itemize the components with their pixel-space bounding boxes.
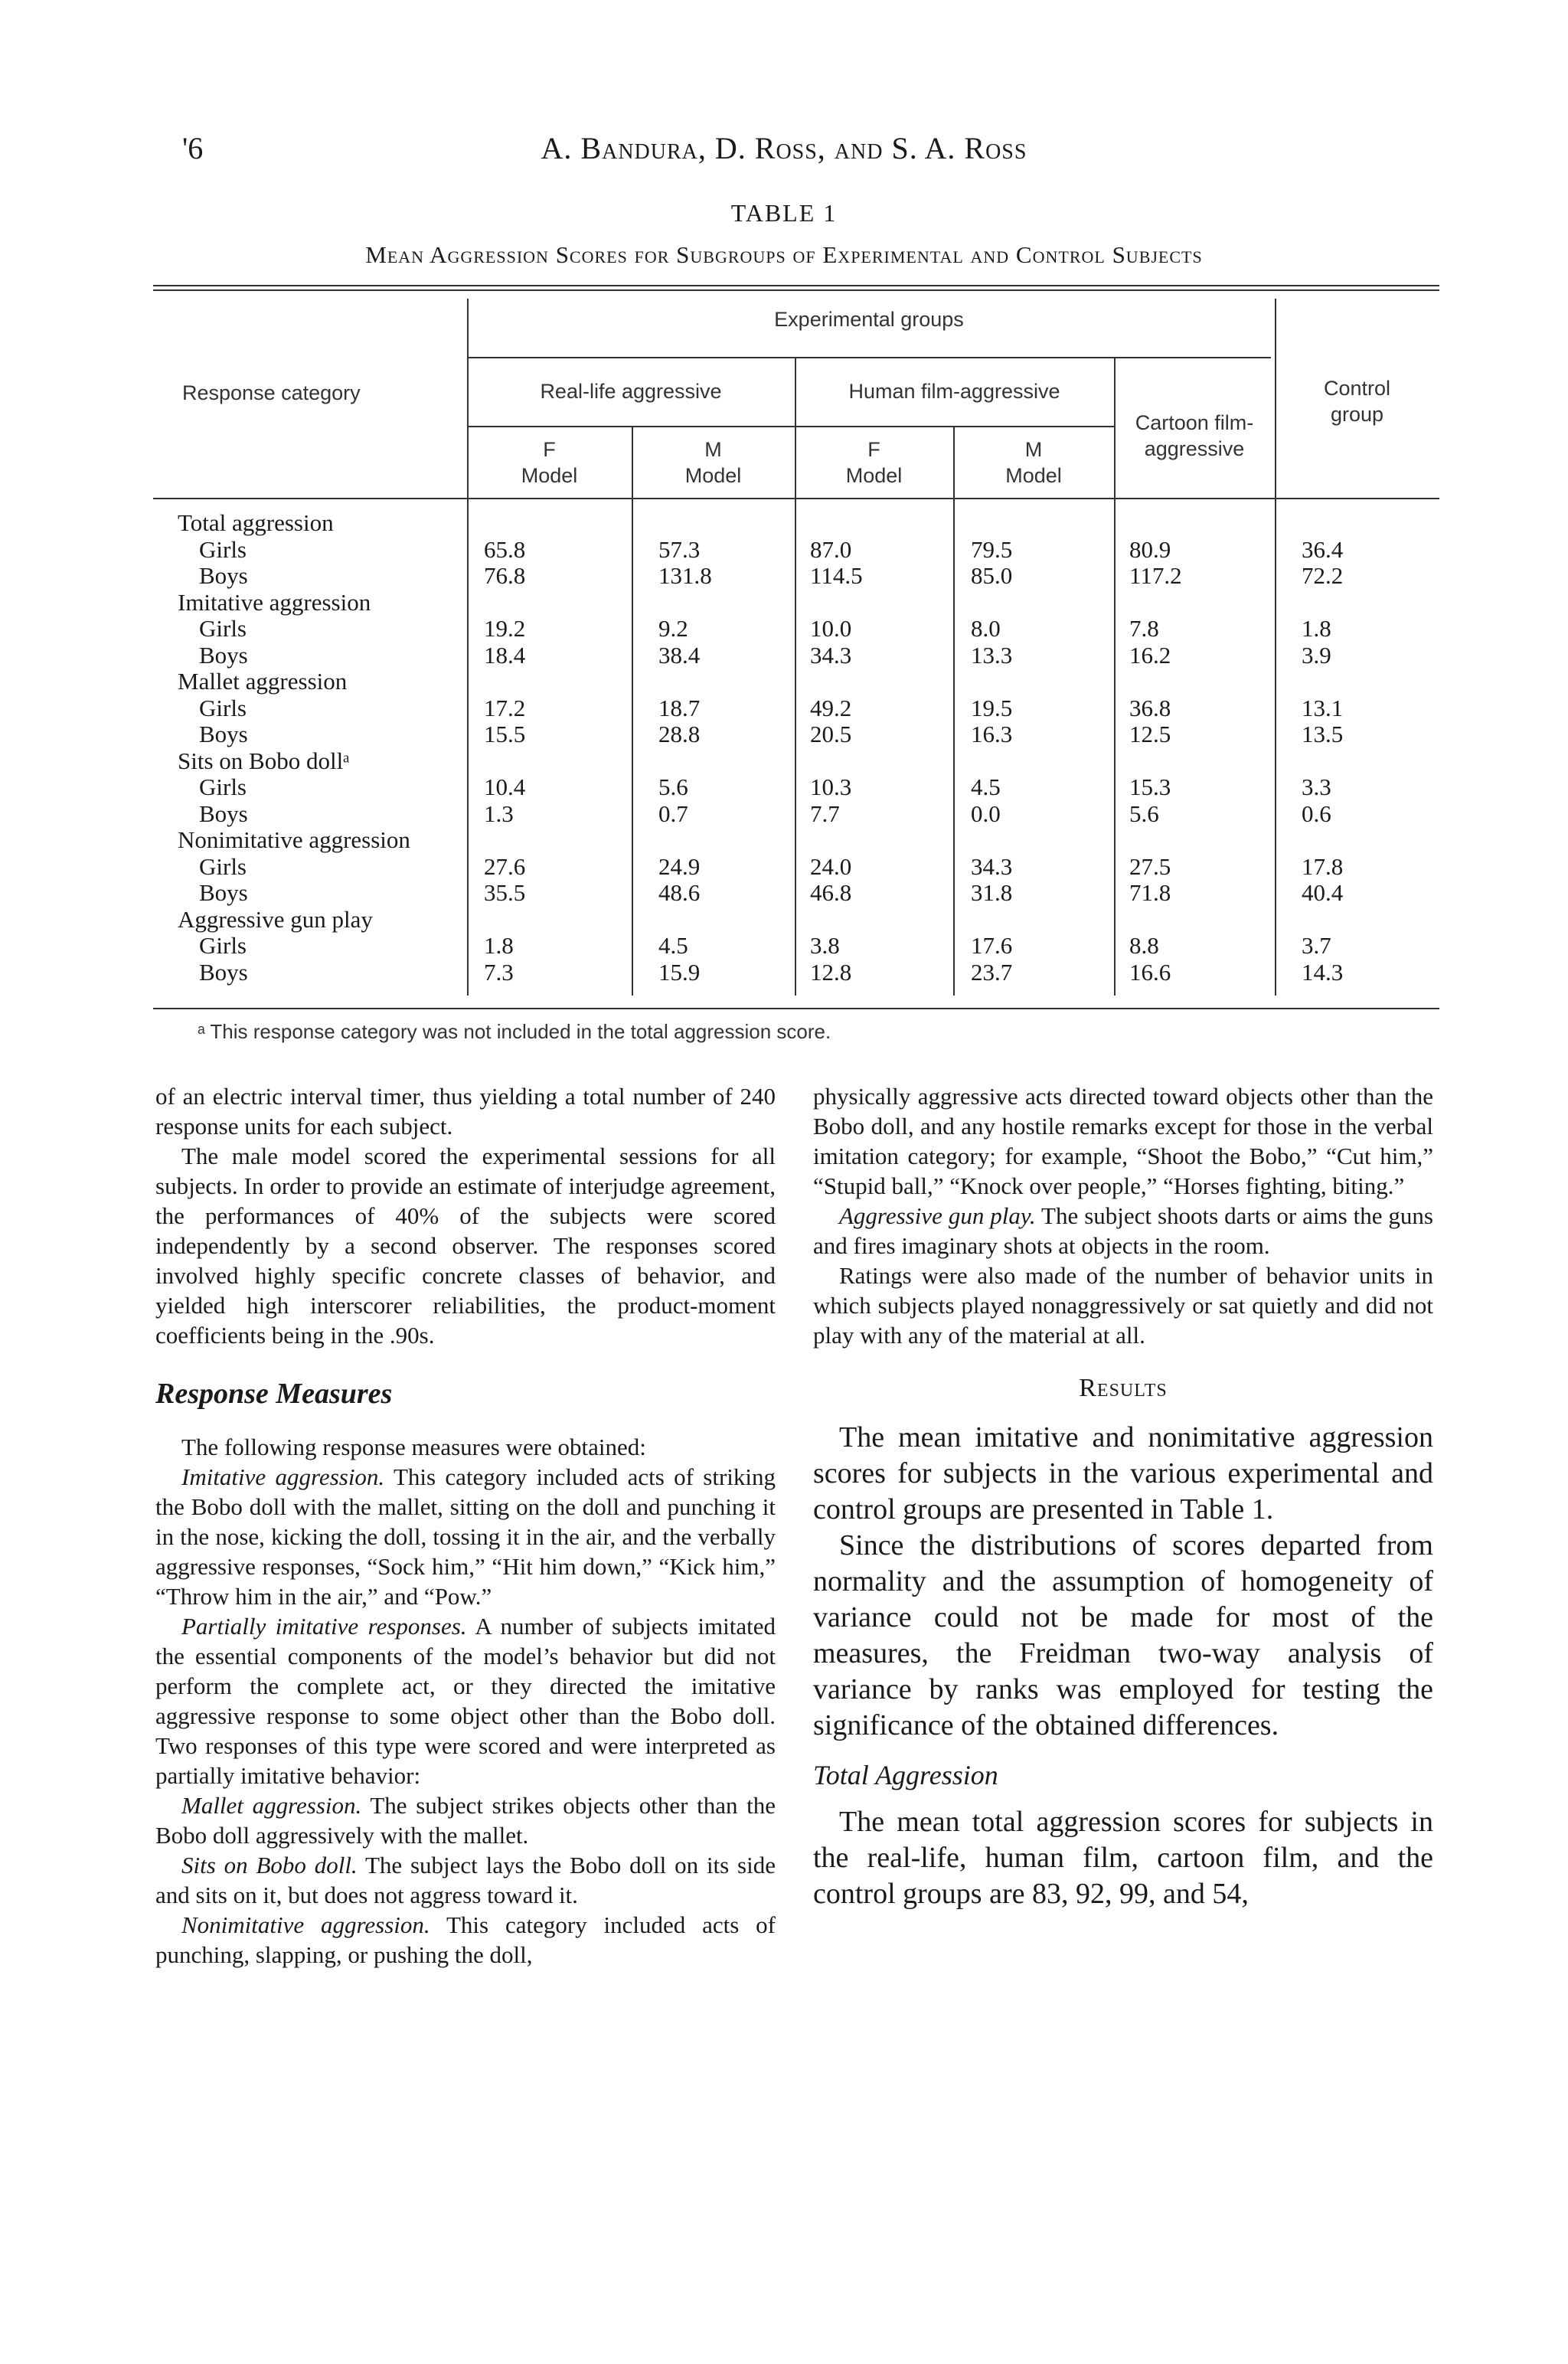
row-subgroup-label: Boys <box>199 799 248 827</box>
table-cell: 0.0 <box>971 799 1001 827</box>
paragraph: physically aggressive acts directed toward objects other than the Bobo doll, and any hostile remarks except for those in the verbal imitation category; for example, “Shoot the Bobo,” “Cut him,” “Stupid ball,” “Knock over people,” “Horses fighting, biting.” <box>813 1083 1433 1199</box>
table-row <box>0 827 1568 853</box>
table-cell: 12.8 <box>810 958 852 986</box>
table-cell: 3.3 <box>1302 773 1331 800</box>
table-cell: 76.8 <box>484 562 526 589</box>
table-cell: 17.2 <box>484 694 526 721</box>
right-text-column <box>813 1081 1433 1912</box>
paragraph: of an electric interval timer, thus yielding a total number of 240 response units for each subject. <box>155 1083 776 1139</box>
table-row <box>0 748 1568 774</box>
table-row <box>0 616 1568 642</box>
table-cell: 3.7 <box>1302 932 1331 959</box>
table-cell: 35.5 <box>484 879 526 906</box>
row-subgroup-label: Girls <box>199 615 247 642</box>
table-cell: 131.8 <box>658 562 712 589</box>
table-title: Mean Aggression Scores for Subgroups of Experimental and Control Subjects <box>365 241 1203 268</box>
table-cell: 18.7 <box>658 694 701 721</box>
header-bottom-rule <box>153 498 1439 499</box>
table-cell: 1.8 <box>484 932 514 959</box>
table-row <box>0 960 1568 986</box>
table-cell: 49.2 <box>810 694 852 721</box>
table-cell: 0.7 <box>658 799 688 827</box>
table-row <box>0 933 1568 959</box>
table-cell: 16.3 <box>971 721 1013 747</box>
table-cell: 85.0 <box>971 562 1013 589</box>
row-category-label: Total aggression <box>178 509 334 536</box>
header-cartoon-film: Cartoon film- aggressive <box>1135 411 1254 460</box>
row-subgroup-label: Boys <box>199 721 248 747</box>
table-cell: 3.8 <box>810 932 840 959</box>
table-row <box>0 669 1568 695</box>
table-cell: 12.5 <box>1129 721 1171 747</box>
row-subgroup-label: Boys <box>199 879 248 906</box>
table-cell: 16.6 <box>1129 958 1171 986</box>
table-top-rule <box>153 285 1439 286</box>
paragraph: The male model scored the experimental sessions for all subjects. In order to provide an estimate of interjudge agreement, the performances of 40% of the subjects were scored independently by a second observer. The responses scored involved highly specific concrete classes of behavior, and yielded high interscorer reliabilities, the product-moment coefficients being in the .90s. <box>155 1143 776 1349</box>
table-row <box>0 537 1568 563</box>
table-cell: 7.3 <box>484 958 514 986</box>
header-real-life: Real-life aggressive <box>540 380 722 403</box>
table-cell: 57.3 <box>658 535 701 563</box>
table-bottom-rule <box>153 1008 1439 1009</box>
header-m-model-real-life: M Model <box>684 438 742 487</box>
table-top-rule-double <box>153 289 1439 291</box>
table-cell: 10.4 <box>484 773 526 800</box>
table-cell: 117.2 <box>1129 562 1182 589</box>
experimental-groups-rule <box>467 357 1271 358</box>
row-category-label: Aggressive gun play <box>178 905 373 933</box>
table-cell: 3.9 <box>1302 641 1331 669</box>
table-cell: 7.8 <box>1129 615 1159 642</box>
table-cell: 24.0 <box>810 852 852 880</box>
row-subgroup-label: Girls <box>199 535 247 563</box>
table-cell: 34.3 <box>810 641 852 669</box>
table-cell: 48.6 <box>658 879 701 906</box>
table-cell: 15.3 <box>1129 773 1171 800</box>
paragraph: Mallet aggression. The subject strikes objects other than the Bobo doll aggressively with the mallet. <box>155 1792 776 1849</box>
row-subgroup-label: Boys <box>199 641 248 669</box>
table-cell: 19.5 <box>971 694 1013 721</box>
table-cell: 19.2 <box>484 615 526 642</box>
model-subheader-rule <box>467 426 1114 427</box>
section-heading: Results <box>1079 1374 1168 1402</box>
table-cell: 10.0 <box>810 615 852 642</box>
row-subgroup-label: Boys <box>199 562 248 589</box>
header-f-model-real-life: F Model <box>521 438 578 487</box>
paragraph: Ratings were also made of the number of behavior units in which subjects played nonaggressively or sat quietly and did not play with any of the material at all. <box>813 1262 1433 1349</box>
paragraph: Partially imitative responses. A number of subjects imitated the essential components of the model’s behavior but did not perform the complete act, or they directed the imitative aggressive response to some object other than the Bobo doll. Two responses of this type were scored and were interpreted as partially imitative behavior: <box>155 1613 776 1789</box>
paragraph: Sits on Bobo doll. The subject lays the Bobo doll on its side and sits on it, but does not aggress toward it. <box>155 1852 776 1908</box>
row-subgroup-label: Girls <box>199 852 247 880</box>
table-label: TABLE 1 <box>730 199 838 227</box>
table-cell: 31.8 <box>971 879 1013 906</box>
paragraph: Since the distributions of scores departed from normality and the assumption of homogeneity of variance could not be made for most of the measures, the Freidman two-way analysis of variance by ranks was employed for testing the significance of the obtained differences. <box>813 1529 1433 1741</box>
table-cell: 13.3 <box>971 641 1013 669</box>
table-cell: 15.9 <box>658 958 701 986</box>
row-subgroup-label: Girls <box>199 694 247 721</box>
table-row <box>0 774 1568 800</box>
table-cell: 10.3 <box>810 773 852 800</box>
table-cell: 36.4 <box>1302 535 1344 563</box>
table-footnote: ᵃ This response category was not included in the total aggression score. <box>198 1020 831 1043</box>
table-cell: 0.6 <box>1302 799 1331 827</box>
table-cell: 65.8 <box>484 535 526 563</box>
table-cell: 23.7 <box>971 958 1013 986</box>
table-row <box>0 907 1568 933</box>
page-number: '6 <box>182 131 204 165</box>
table-cell: 72.2 <box>1302 562 1344 589</box>
row-subgroup-label: Boys <box>199 958 248 986</box>
header-m-model-human-film: M Model <box>1005 438 1062 487</box>
table-cell: 1.3 <box>484 799 514 827</box>
table-cell: 17.8 <box>1302 852 1344 880</box>
row-category-label: Sits on Bobo dollᵃ <box>178 747 350 774</box>
table-cell: 5.6 <box>1129 799 1159 827</box>
table-cell: 40.4 <box>1302 879 1344 906</box>
table-cell: 9.2 <box>658 615 688 642</box>
table-cell: 20.5 <box>810 721 852 747</box>
table-cell: 80.9 <box>1129 535 1171 563</box>
table-cell: 18.4 <box>484 641 526 669</box>
table-cell: 34.3 <box>971 852 1013 880</box>
header-experimental-groups: Experimental groups <box>774 308 964 331</box>
table-cell: 36.8 <box>1129 694 1171 721</box>
row-subgroup-label: Girls <box>199 932 247 959</box>
table-cell: 13.5 <box>1302 721 1344 747</box>
table-row <box>0 590 1568 616</box>
paragraph: Nonimitative aggression. This category included acts of punching, slapping, or pushing the doll, <box>155 1911 776 1968</box>
table-cell: 1.8 <box>1302 615 1331 642</box>
left-text-column <box>155 1081 776 1970</box>
table-cell: 15.5 <box>484 721 526 747</box>
section-heading: Total Aggression <box>813 1760 998 1790</box>
table-row <box>0 695 1568 721</box>
table-cell: 71.8 <box>1129 879 1171 906</box>
table-cell: 87.0 <box>810 535 852 563</box>
table-cell: 13.1 <box>1302 694 1344 721</box>
section-heading: Response Measures <box>155 1378 393 1410</box>
table-row <box>0 721 1568 747</box>
running-head: A. Bandura, D. Ross, and S. A. Ross <box>541 131 1027 165</box>
paragraph: Aggressive gun play. The subject shoots darts or aims the guns and fires imaginary shots at objects in the room. <box>813 1202 1433 1259</box>
paragraph: The mean total aggression scores for subjects in the real-life, human film, cartoon film, and the control groups are 83, 92, 99, and 54, <box>813 1806 1433 1910</box>
table-cell: 114.5 <box>810 562 863 589</box>
table-cell: 5.6 <box>658 773 688 800</box>
header-human-film: Human film-aggressive <box>848 380 1060 403</box>
table-cell: 14.3 <box>1302 958 1344 986</box>
table-cell: 38.4 <box>658 641 701 669</box>
table-cell: 8.8 <box>1129 932 1159 959</box>
row-subgroup-label: Girls <box>199 773 247 800</box>
table-row <box>0 510 1568 536</box>
header-control-group: Control group <box>1323 377 1391 426</box>
table-cell: 24.9 <box>658 852 701 880</box>
table-row <box>0 854 1568 880</box>
table-cell: 27.5 <box>1129 852 1171 880</box>
table-cell: 4.5 <box>971 773 1001 800</box>
paragraph: The mean imitative and nonimitative aggression scores for subjects in the various experimental and control groups are presented in Table 1. <box>813 1421 1433 1525</box>
header-f-model-human-film: F Model <box>845 438 903 487</box>
paragraph: Imitative aggression. This category included acts of striking the Bobo doll with the mallet, sitting on the doll and punching it in the nose, kicking the doll, tossing it in the air, and the verbally aggressive responses, “Sock him,” “Hit him down,” “Kick him,” “Throw him in the air,” and “Pow.” <box>155 1463 776 1610</box>
table-cell: 27.6 <box>484 852 526 880</box>
header-response-category: Response category <box>182 381 361 404</box>
row-category-label: Mallet aggression <box>178 668 348 695</box>
table-cell: 28.8 <box>658 721 701 747</box>
table-cell: 7.7 <box>810 799 840 827</box>
table-cell: 8.0 <box>971 615 1001 642</box>
row-category-label: Nonimitative aggression <box>178 826 410 853</box>
paragraph: The following response measures were obtained: <box>181 1434 646 1460</box>
table-cell: 16.2 <box>1129 641 1171 669</box>
table-row <box>0 801 1568 827</box>
table-row <box>0 880 1568 906</box>
table-row <box>0 642 1568 669</box>
table-cell: 46.8 <box>810 879 852 906</box>
table-cell: 79.5 <box>971 535 1013 563</box>
table-cell: 4.5 <box>658 932 688 959</box>
row-category-label: Imitative aggression <box>178 588 371 616</box>
table-row <box>0 563 1568 589</box>
table-cell: 17.6 <box>971 932 1013 959</box>
